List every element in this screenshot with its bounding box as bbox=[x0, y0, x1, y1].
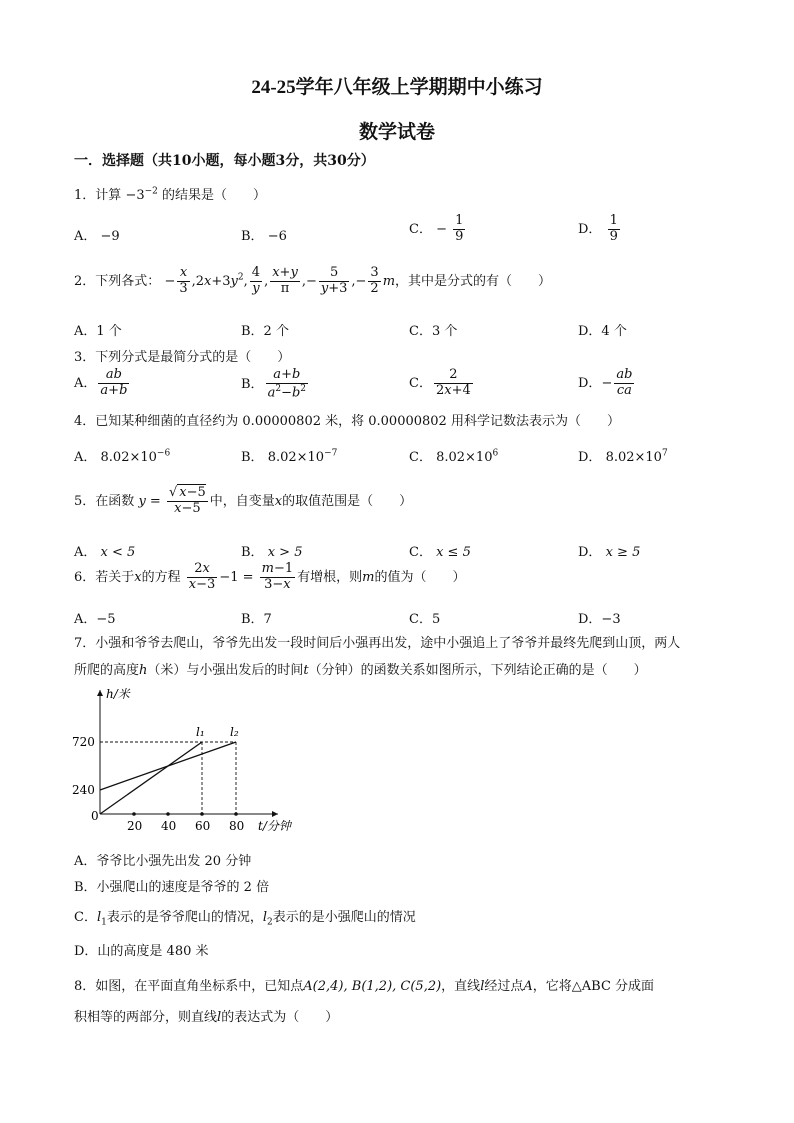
question-7-line2: 所爬的高度h（米）与小强出发后的时间t（分钟）的函数关系如图所示，下列结论正确的是（ ） bbox=[74, 663, 647, 678]
q4-option-a: A． $8.02\times 10^{-6}$ bbox=[74, 448, 171, 465]
question-8-line1: 8．如图，在平面直角坐标系中，已知点A(2,4), B(1,2), C(5,2)，直线l经过点A，它将△ABC 分成面 bbox=[74, 979, 655, 994]
series-label-l2: l₂ bbox=[230, 725, 239, 739]
question-4: 4．已知某种细菌的直径约为 0.00000802 米，将 0.00000802 用科学记数法表示为（ ） bbox=[74, 414, 620, 429]
q4-option-c: C． $8.02\times 10^6$ bbox=[409, 448, 499, 465]
q2-option-b: B．2 个 bbox=[241, 324, 289, 339]
x-tick-label-40: 40 bbox=[161, 819, 177, 833]
q4-option-b: B． $8.02\times 10^{-7}$ bbox=[241, 448, 338, 465]
q6-option-d: D．−3 bbox=[578, 612, 621, 627]
q3-option-c: C． $\frac{2}{2x+4}$ bbox=[409, 367, 471, 398]
page-subtitle: 数学试卷 bbox=[358, 122, 435, 143]
series-line-l2 bbox=[100, 742, 236, 790]
x-tick-mark-80 bbox=[234, 812, 238, 816]
x-axis-label: t/分钟 bbox=[258, 819, 291, 833]
q6-option-a: A．−5 bbox=[74, 612, 116, 627]
q3-option-a: A． $\frac{ab}{a+b}$ bbox=[74, 367, 128, 398]
q4-option-d: D． $8.02\times 10^7$ bbox=[578, 448, 668, 465]
series-line-l1 bbox=[100, 742, 202, 814]
x-tick-mark-40 bbox=[166, 812, 170, 816]
q5-option-c: C． x ≤ 5 bbox=[409, 545, 471, 560]
q1-option-a: A． −9 bbox=[74, 229, 120, 244]
q6-option-c: C．5 bbox=[409, 612, 441, 627]
q2-option-d: D．4 个 bbox=[578, 324, 627, 339]
origin-label: 0 bbox=[91, 809, 99, 823]
q7-option-a: A．爷爷比小强先出发 20 分钟 bbox=[74, 854, 252, 869]
page-title: 24-25学年八年级上学期期中小练习 bbox=[251, 77, 543, 98]
y-tick-label-720: 720 bbox=[72, 735, 95, 749]
question-2: 2．下列各式： − $\frac{x}{3}$ $,2x+3y^2$, $\frac{4}{y}$ , $\frac{x+y}{\pi}$ ,− $\frac{5}{y+3}$ ,− $\frac{3}{2}$ m，其中是分式的有（ ） bbox=[74, 265, 552, 296]
question-3: 3．下列分式是最简分式的是（ ） bbox=[74, 350, 291, 365]
x-tick-label-80: 80 bbox=[229, 819, 245, 833]
q5-option-a: A． x < 5 bbox=[74, 545, 136, 560]
q1-option-d: D． $\frac{1}{9}$ bbox=[578, 213, 618, 244]
y-axis-label: h/米 bbox=[106, 687, 130, 701]
q7-option-b: B．小强爬山的速度是爷爷的 2 倍 bbox=[74, 880, 270, 895]
question-8-line2: 积相等的两部分，则直线l的表达式为（ ） bbox=[74, 1010, 339, 1025]
q3-option-d: D．− $\frac{ab}{ca}$ bbox=[578, 367, 633, 398]
q2-option-c: C．3 个 bbox=[409, 324, 458, 339]
height-time-chart bbox=[72, 684, 310, 840]
q3-option-b: B． $\frac{a+b}{a^2-b^2}$ bbox=[241, 367, 307, 401]
q6-option-b: B．7 bbox=[241, 612, 272, 627]
x-tick-mark-60 bbox=[200, 812, 204, 816]
q7-option-c: C．$l_1$表示的是爷爷爬山的情况，$l_2$表示的是小强爬山的情况 bbox=[74, 910, 416, 928]
x-tick-mark-20 bbox=[132, 812, 136, 816]
q7-option-d: D．山的高度是 480 米 bbox=[74, 944, 209, 959]
question-1: 1．计算 $-3^{-2}$ 的结果是（ ） bbox=[74, 186, 267, 203]
q5-option-d: D． x ≥ 5 bbox=[578, 545, 641, 560]
question-6: 6．若关于x的方程 $\frac{2x}{x-3}$ −1 = $\frac{m-1}{3-x}$ 有增根，则m的值为（ ） bbox=[74, 561, 466, 592]
x-tick-label-20: 20 bbox=[127, 819, 143, 833]
q5-option-b: B． x > 5 bbox=[241, 545, 303, 560]
q1-option-c: C． − $\frac{1}{9}$ bbox=[409, 213, 464, 244]
y-tick-label-240: 240 bbox=[72, 783, 95, 797]
question-7-line1: 7．小强和爷爷去爬山，爷爷先出发一段时间后小强再出发，途中小强追上了爷爷并最终先爬到山顶，两人 bbox=[74, 636, 681, 651]
q2-option-a: A．1 个 bbox=[74, 324, 122, 339]
x-tick-label-60: 60 bbox=[195, 819, 211, 833]
series-label-l1: l₁ bbox=[196, 725, 205, 739]
q1-option-b: B． −6 bbox=[241, 229, 287, 244]
question-5: 5．在函数 y = $\frac{√ x-5}{x-5}$ 中，自变量x的取值范围是（ ） bbox=[74, 485, 413, 516]
section-heading: 一．选择题（共10小题，每小题3分，共30分） bbox=[74, 153, 375, 169]
